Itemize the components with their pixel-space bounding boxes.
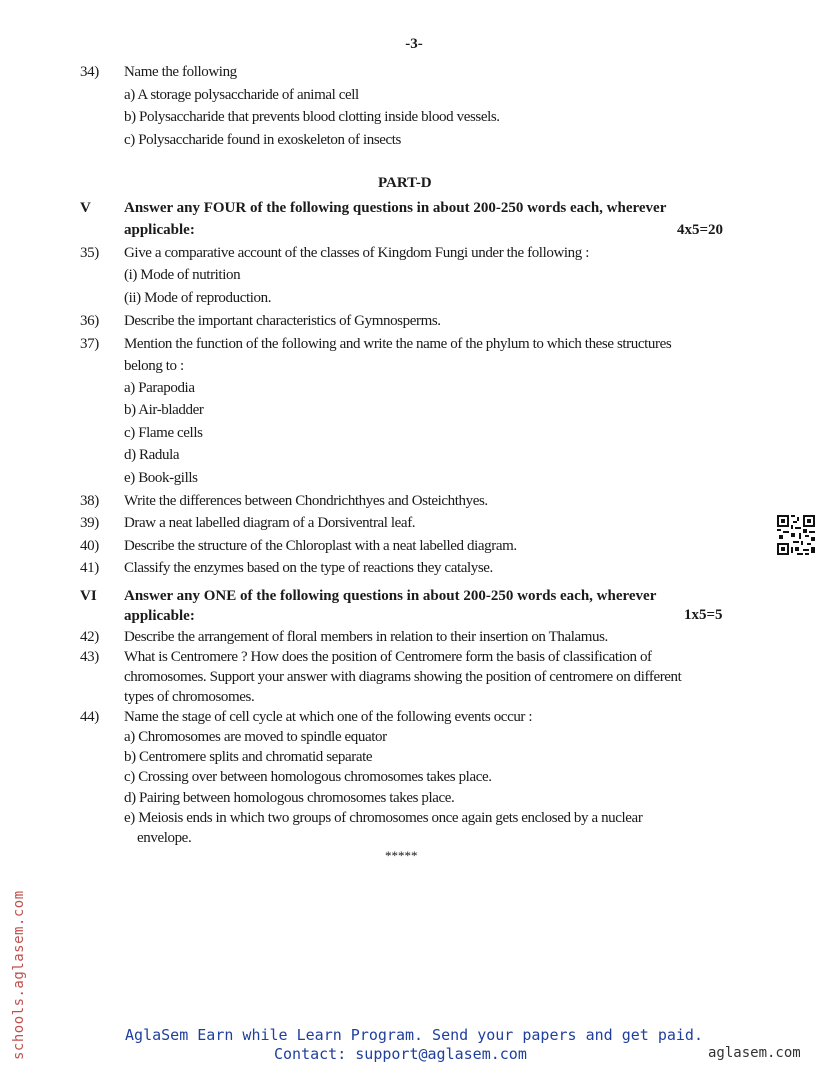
list-item: c) Flame cells	[124, 425, 203, 441]
list-item: b) Polysaccharide that prevents blood clotting inside blood vessels.	[124, 109, 500, 125]
footer-promo: AglaSem Earn while Learn Program. Send your papers and get paid.	[125, 1026, 703, 1044]
question-number: 34)	[80, 64, 99, 80]
section-instruction-cont: applicable:	[124, 608, 195, 624]
section-marks: 4x5=20	[677, 222, 724, 238]
list-item: e) Book-gills	[124, 470, 198, 486]
question-text: Name the following	[124, 64, 237, 80]
qr-code-icon	[777, 515, 815, 555]
question-number: 44)	[80, 709, 99, 725]
question-number: 36)	[80, 313, 99, 329]
list-item: (ii) Mode of reproduction.	[124, 290, 272, 306]
question-text-cont: chromosomes. Support your answer with diagrams showing the position of centromere on different	[124, 669, 682, 685]
question-text: Mention the function of the following and write the name of the phylum to which these structures	[124, 336, 672, 352]
page-number: -3-	[405, 36, 423, 52]
footer-contact[interactable]: Contact: support@aglasem.com	[274, 1045, 527, 1063]
list-item: (i) Mode of nutrition	[124, 267, 241, 283]
end-marker: *****	[385, 848, 418, 863]
list-item-cont: envelope.	[137, 830, 192, 846]
question-number: 43)	[80, 649, 99, 665]
question-number: 38)	[80, 493, 99, 509]
section-marks: 1x5=5	[684, 607, 723, 623]
part-heading: PART-D	[378, 175, 432, 191]
list-item: b) Air-bladder	[124, 402, 204, 418]
list-item: c) Polysaccharide found in exoskeleton of insects	[124, 132, 401, 148]
question-text: Draw a neat labelled diagram of a Dorsiventral leaf.	[124, 515, 416, 531]
question-number: 42)	[80, 629, 99, 645]
side-watermark: schools.aglasem.com	[11, 890, 27, 1060]
footer-site[interactable]: aglasem.com	[708, 1045, 801, 1061]
question-text-cont: types of chromosomes.	[124, 689, 255, 705]
question-text: Give a comparative account of the classes of Kingdom Fungi under the following :	[124, 245, 589, 261]
question-text: Name the stage of cell cycle at which one of the following events occur :	[124, 709, 533, 725]
question-number: 40)	[80, 538, 99, 554]
question-number: 41)	[80, 560, 99, 576]
question-number: 37)	[80, 336, 99, 352]
question-text: What is Centromere ? How does the position of Centromere form the basis of classification of	[124, 649, 652, 665]
question-text: Describe the arrangement of floral members in relation to their insertion on Thalamus.	[124, 629, 608, 645]
list-item: d) Pairing between homologous chromosomes takes place.	[124, 790, 455, 806]
question-text: Describe the structure of the Chloroplast with a neat labelled diagram.	[124, 538, 517, 554]
question-text: Write the differences between Chondrichthyes and Osteichthyes.	[124, 493, 488, 509]
question-text-cont: belong to :	[124, 358, 184, 374]
section-instruction: Answer any ONE of the following questions in about 200-250 words each, wherever	[124, 588, 657, 604]
list-item: d) Radula	[124, 447, 180, 463]
question-number: 39)	[80, 515, 99, 531]
section-number: V	[80, 200, 91, 216]
list-item: b) Centromere splits and chromatid separate	[124, 749, 373, 765]
question-text: Describe the important characteristics of Gymnosperms.	[124, 313, 441, 329]
list-item: a) Parapodia	[124, 380, 195, 396]
question-number: 35)	[80, 245, 99, 261]
list-item: a) A storage polysaccharide of animal cell	[124, 87, 359, 103]
question-text: Classify the enzymes based on the type of reactions they catalyse.	[124, 560, 493, 576]
section-number: VI	[80, 588, 97, 604]
list-item: a) Chromosomes are moved to spindle equator	[124, 729, 387, 745]
section-instruction-cont: applicable:	[124, 222, 195, 238]
list-item: e) Meiosis ends in which two groups of chromosomes once again gets enclosed by a nuclear	[124, 810, 643, 826]
list-item: c) Crossing over between homologous chromosomes takes place.	[124, 769, 492, 785]
section-instruction: Answer any FOUR of the following questions in about 200-250 words each, wherever	[124, 200, 667, 216]
